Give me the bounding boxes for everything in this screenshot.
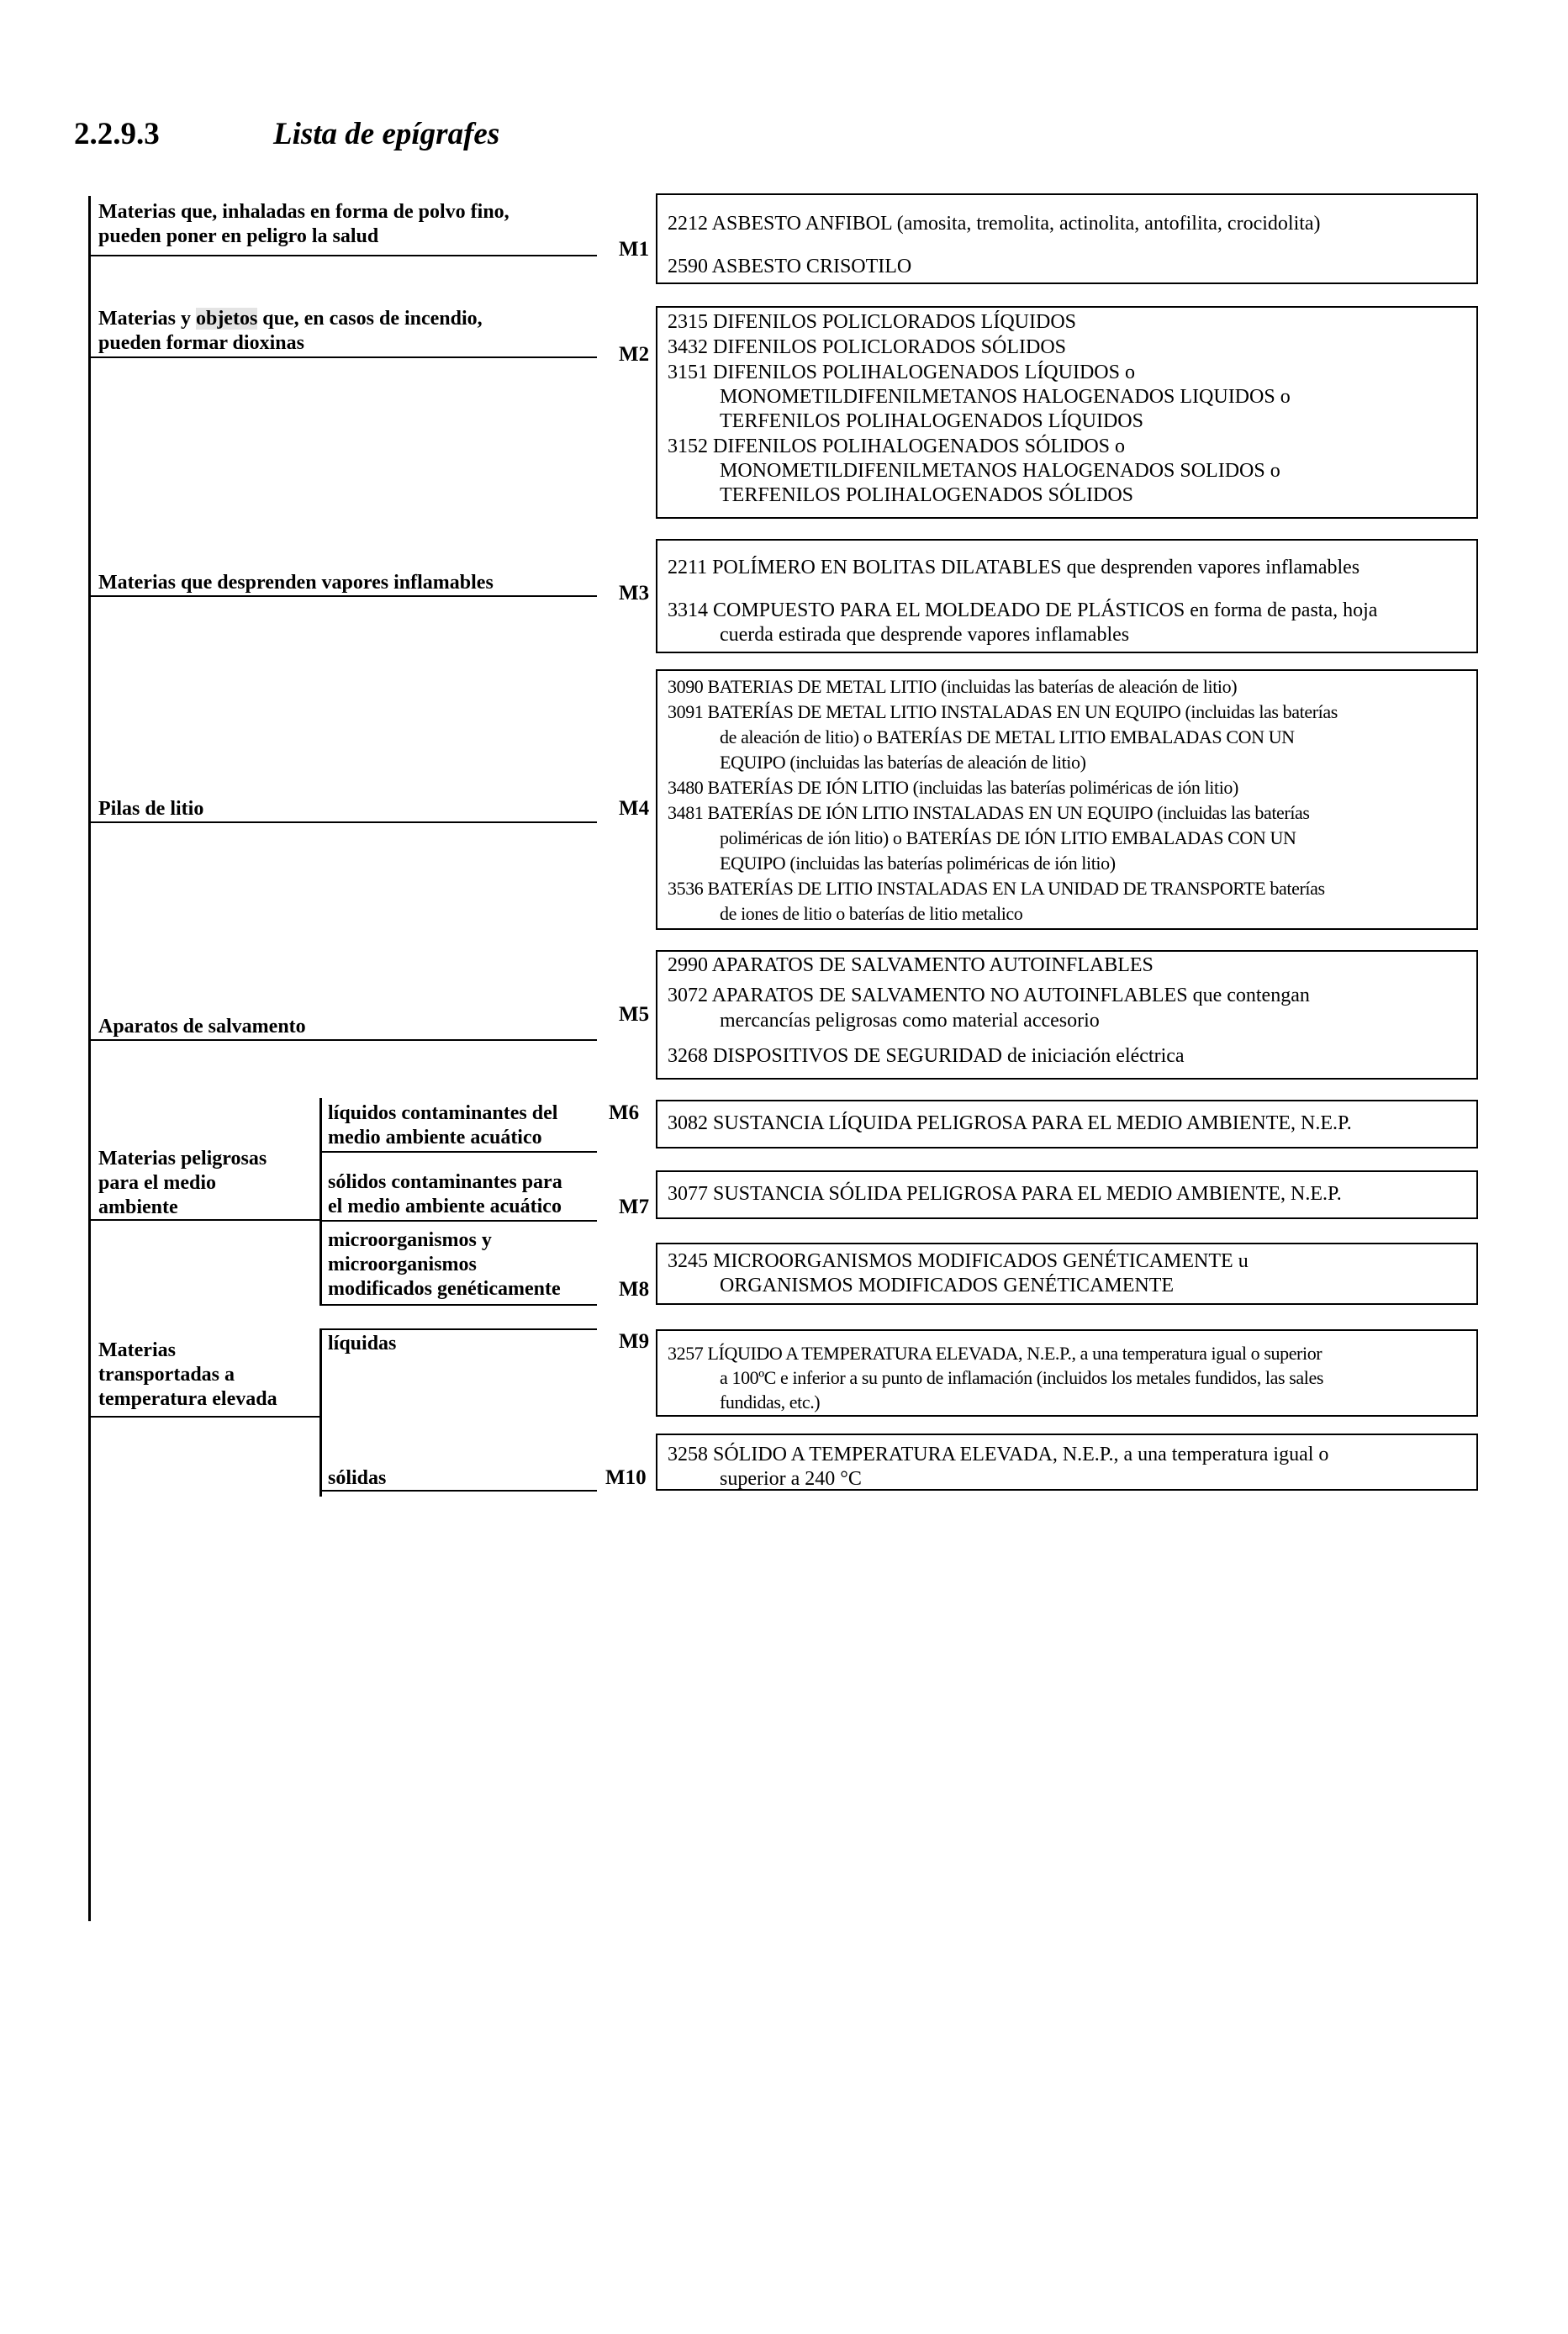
m2-code: M2 bbox=[619, 343, 650, 366]
list-item: 3258 SÓLIDO A TEMPERATURA ELEVADA, N.E.P., a una temperatura igual o bbox=[668, 1444, 1329, 1465]
list-item: 2211 POLÍMERO EN BOLITAS DILATABLES que desprenden vapores inflamables bbox=[668, 557, 1360, 578]
list-item: 3082 SUSTANCIA LÍQUIDA PELIGROSA PARA EL MEDIO AMBIENTE, N.E.P. bbox=[668, 1112, 1352, 1134]
list-item: 3481 BATERÍAS DE IÓN LITIO INSTALADAS EN UN EQUIPO (incluidas las baterías bbox=[668, 802, 1310, 823]
m6-box bbox=[656, 1100, 1478, 1149]
list-item: ORGANISMOS MODIFICADOS GENÉTICAMENTE bbox=[720, 1275, 1175, 1296]
m9-label: líquidas bbox=[328, 1333, 397, 1354]
m1-code: M1 bbox=[619, 238, 650, 261]
m6-code: M6 bbox=[609, 1101, 640, 1124]
m1-box bbox=[656, 193, 1478, 284]
list-item: 3480 BATERÍAS DE IÓN LITIO (incluidas las baterías poliméricas de ión litio) bbox=[668, 777, 1238, 798]
list-item: mercancías peligrosas como material accesorio bbox=[720, 1010, 1100, 1032]
list-item: EQUIPO (incluidas las baterías de aleación de litio) bbox=[720, 752, 1086, 773]
list-item: 2990 APARATOS DE SALVAMENTO AUTOINFLABLES bbox=[668, 954, 1154, 976]
list-item: a 100ºC e inferior a su punto de inflamación (incluidos los metales fundidos, las sales bbox=[720, 1367, 1324, 1388]
list-item: 3091 BATERÍAS DE METAL LITIO INSTALADAS EN UN EQUIPO (incluidas las baterías bbox=[668, 701, 1338, 722]
m10-divider bbox=[319, 1490, 597, 1492]
m5-label: Aparatos de salvamento bbox=[98, 1016, 306, 1038]
m3-box bbox=[656, 539, 1478, 653]
m5-box bbox=[656, 950, 1478, 1080]
m10-box bbox=[656, 1434, 1478, 1491]
list-item: EQUIPO (incluidas las baterías poliméricas de ión litio) bbox=[720, 853, 1116, 874]
list-item: 3257 LÍQUIDO A TEMPERATURA ELEVADA, N.E.P., a una temperatura igual o superior bbox=[668, 1343, 1323, 1364]
m2-divider bbox=[88, 356, 597, 358]
env-label: Materias peligrosas para el medio ambiente bbox=[98, 1148, 267, 1218]
section-number: 2.2.9.3 bbox=[74, 117, 160, 151]
m8-box bbox=[656, 1243, 1478, 1305]
m8-divider bbox=[319, 1304, 597, 1306]
m8-code: M8 bbox=[619, 1278, 650, 1301]
section-title: Lista de epígrafes bbox=[273, 117, 500, 151]
list-item: 3152 DIFENILOS POLIHALOGENADOS SÓLIDOS o bbox=[668, 436, 1125, 457]
env-sub-spine bbox=[319, 1098, 322, 1306]
m7-code: M7 bbox=[619, 1196, 650, 1218]
m9-divider bbox=[319, 1328, 597, 1330]
m5-code: M5 bbox=[619, 1003, 650, 1026]
m4-code: M4 bbox=[619, 797, 650, 820]
m6-label: líquidos contaminantes del medio ambiente acuático bbox=[328, 1102, 558, 1149]
m9-code: M9 bbox=[619, 1330, 650, 1353]
list-item: 3314 COMPUESTO PARA EL MOLDEADO DE PLÁSTICOS en forma de pasta, hoja bbox=[668, 599, 1378, 621]
m5-divider bbox=[88, 1039, 597, 1041]
list-item: de aleación de litio) o BATERÍAS DE METAL LITIO EMBALADAS CON UN bbox=[720, 726, 1295, 747]
list-item: 3536 BATERÍAS DE LITIO INSTALADAS EN LA UNIDAD DE TRANSPORTE baterías bbox=[668, 878, 1325, 899]
list-item: 3268 DISPOSITIVOS DE SEGURIDAD de iniciación eléctrica bbox=[668, 1045, 1185, 1067]
m4-divider bbox=[88, 821, 597, 823]
list-item: 3151 DIFENILOS POLIHALOGENADOS LÍQUIDOS o bbox=[668, 362, 1135, 383]
list-item: poliméricas de ión litio) o BATERÍAS DE IÓN LITIO EMBALADAS CON UN bbox=[720, 827, 1296, 848]
m1-label: Materias que, inhaladas en forma de polvo fino, pueden poner en peligro la salud bbox=[98, 201, 509, 247]
list-item: 2590 ASBESTO CRISOTILO bbox=[668, 256, 912, 277]
m4-label: Pilas de litio bbox=[98, 798, 204, 820]
list-item: TERFENILOS POLIHALOGENADOS LÍQUIDOS bbox=[720, 410, 1143, 432]
m3-divider bbox=[88, 595, 597, 597]
m7-divider bbox=[319, 1220, 597, 1222]
list-item: 3245 MICROORGANISMOS MODIFICADOS GENÉTICAMENTE u bbox=[668, 1250, 1249, 1272]
list-item: 2212 ASBESTO ANFIBOL (amosita, tremolita, actinolita, antofilita, crocidolita) bbox=[668, 213, 1321, 235]
m8-label: microorganismos y microorganismos modificados genéticamente bbox=[328, 1229, 561, 1300]
env-divider bbox=[88, 1219, 321, 1221]
left-spine bbox=[88, 196, 91, 1921]
m10-label: sólidas bbox=[328, 1467, 387, 1489]
list-item: TERFENILOS POLIHALOGENADOS SÓLIDOS bbox=[720, 484, 1133, 506]
m7-label: sólidos contaminantes para el medio ambiente acuático bbox=[328, 1171, 562, 1217]
list-item: fundidas, etc.) bbox=[720, 1391, 821, 1413]
list-item: 3432 DIFENILOS POLICLORADOS SÓLIDOS bbox=[668, 336, 1067, 358]
m6-divider bbox=[319, 1151, 597, 1153]
list-item: MONOMETILDIFENILMETANOS HALOGENADOS LIQUIDOS o bbox=[720, 386, 1291, 408]
list-item: cuerda estirada que desprende vapores inflamables bbox=[720, 624, 1130, 646]
list-item: superior a 240 °C bbox=[720, 1468, 862, 1490]
m2-box bbox=[656, 306, 1478, 519]
temp-label: Materias transportadas a temperatura elevada bbox=[98, 1339, 277, 1410]
list-item: 2315 DIFENILOS POLICLORADOS LÍQUIDOS bbox=[668, 311, 1076, 333]
list-item: 3090 BATERIAS DE METAL LITIO (incluidas las baterías de aleación de litio) bbox=[668, 676, 1238, 697]
temp-sub-spine bbox=[319, 1328, 322, 1497]
list-item: 3072 APARATOS DE SALVAMENTO NO AUTOINFLABLES que contengan bbox=[668, 985, 1310, 1006]
list-item: de iones de litio o baterías de litio metalico bbox=[720, 903, 1023, 924]
m10-code: M10 bbox=[605, 1466, 647, 1489]
m7-box bbox=[656, 1170, 1478, 1219]
m2-label: Materias y objetos que, en casos de incendio, pueden formar dioxinas bbox=[98, 308, 483, 354]
m3-code: M3 bbox=[619, 582, 650, 605]
m4-box bbox=[656, 669, 1478, 930]
temp-divider bbox=[88, 1416, 321, 1418]
m3-label: Materias que desprenden vapores inflamables bbox=[98, 572, 494, 594]
m9-box bbox=[656, 1329, 1478, 1417]
list-item: MONOMETILDIFENILMETANOS HALOGENADOS SOLIDOS o bbox=[720, 460, 1280, 482]
list-item: 3077 SUSTANCIA SÓLIDA PELIGROSA PARA EL MEDIO AMBIENTE, N.E.P. bbox=[668, 1183, 1342, 1205]
m1-divider bbox=[88, 255, 597, 256]
